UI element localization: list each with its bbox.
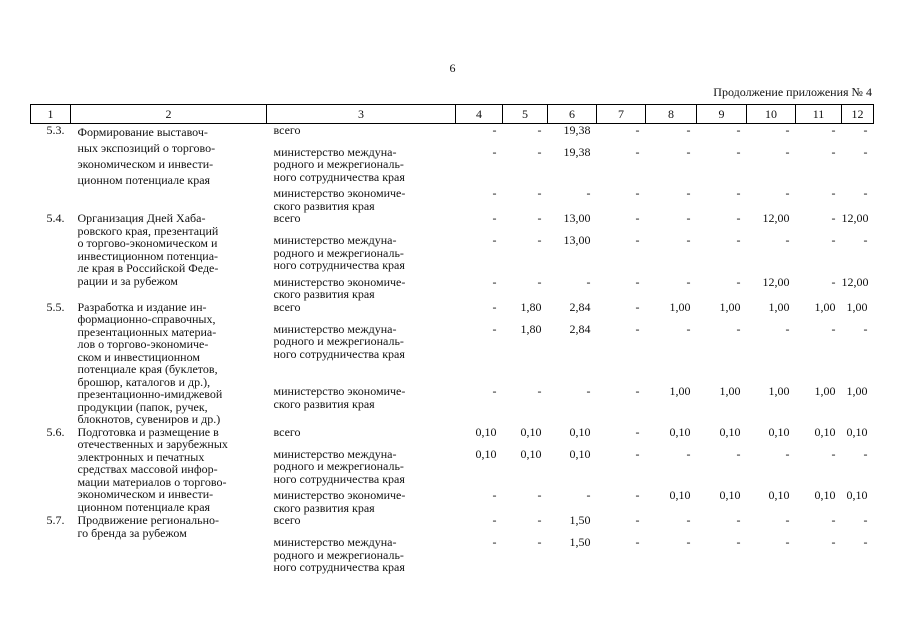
year-value: 0,10 — [475, 424, 497, 439]
year-value: - — [736, 233, 741, 247]
column-header: 9 — [697, 105, 747, 124]
year-value: - — [831, 233, 836, 247]
year-value: 0,10 — [669, 488, 691, 502]
year-value: - — [537, 144, 542, 159]
funding-source: всего — [273, 123, 301, 137]
item-number: 5.6. — [46, 424, 65, 439]
year-value: - — [863, 321, 868, 336]
year-value: - — [736, 144, 741, 159]
year-value: - — [831, 211, 836, 225]
year-value: - — [686, 535, 691, 549]
year-value: 1,80 — [520, 321, 542, 336]
funding-source: министерство междуна- родного и межрегиональ- ного сотрудничества края — [273, 446, 405, 486]
year-value: - — [785, 144, 790, 159]
year-value: - — [686, 211, 691, 225]
table-row — [31, 301, 874, 319]
year-value: - — [635, 186, 640, 200]
funding-source: министерство междуна- родного и межрегиональ- ного сотрудничества края — [273, 144, 405, 184]
year-value: - — [863, 513, 868, 527]
column-header: 10 — [747, 105, 796, 124]
year-value: - — [785, 321, 790, 336]
year-value: 0,10 — [569, 446, 591, 461]
funding-source: всего — [273, 424, 301, 439]
year-value: 13,00 — [563, 211, 591, 225]
year-value: - — [863, 186, 868, 200]
year-value: - — [785, 186, 790, 200]
year-value: - — [785, 123, 790, 137]
table-row — [31, 212, 874, 230]
item-title: Разработка и издание ин- формационно-справочных, презентационных материа- лов о торгово-экономиче- ском и инвестиционном потенциале края (буклетов, брошюр, каталогов и др.), презентационно-имиджевой продукции (папок, ручек, блокнотов, сувениров и др.) — [77, 299, 223, 426]
funding-source: всего — [273, 513, 301, 527]
year-value: - — [635, 535, 640, 549]
year-value: 0,10 — [569, 424, 591, 439]
year-value: - — [635, 274, 640, 289]
year-value: - — [586, 488, 591, 502]
column-header: 4 — [456, 105, 503, 124]
year-value: - — [831, 144, 836, 159]
year-value: - — [537, 123, 542, 137]
year-value: 0,10 — [719, 424, 741, 439]
year-value: - — [537, 186, 542, 200]
year-value: - — [736, 123, 741, 137]
year-value: - — [492, 321, 497, 336]
year-value: - — [537, 211, 542, 225]
year-value: 0,10 — [475, 446, 497, 461]
year-value: 12,00 — [841, 274, 869, 289]
year-value: - — [736, 446, 741, 461]
year-value: - — [831, 123, 836, 137]
year-value: 19,38 — [563, 144, 591, 159]
year-value: 1,00 — [669, 299, 691, 314]
funding-source: министерство междуна- родного и межрегиональ- ного сотрудничества края — [273, 535, 405, 574]
item-title: Формирование выставоч- ных экспозиций о торгово- экономическом и инвести- ционном потенциале края — [77, 125, 216, 187]
year-value: 19,38 — [563, 123, 591, 137]
year-value: 1,00 — [669, 384, 691, 399]
year-value: - — [492, 299, 497, 314]
item-number: 5.7. — [46, 513, 65, 527]
funding-source: министерство экономиче- ского развития края — [273, 488, 406, 515]
year-value: - — [635, 384, 640, 399]
year-value: 1,00 — [768, 299, 790, 314]
year-value: 12,00 — [762, 274, 790, 289]
year-value: - — [537, 488, 542, 502]
column-header: 1 — [31, 105, 71, 124]
year-value: - — [686, 274, 691, 289]
year-value: - — [863, 123, 868, 137]
funding-source: министерство междуна- родного и межрегиональ- ного сотрудничества края — [273, 233, 405, 272]
year-value: 0,10 — [520, 446, 542, 461]
year-value: - — [492, 488, 497, 502]
year-value: 0,10 — [814, 488, 836, 502]
year-value: - — [537, 274, 542, 289]
item-number: 5.5. — [46, 299, 65, 314]
year-value: 0,10 — [669, 424, 691, 439]
year-value: - — [686, 513, 691, 527]
year-value: - — [635, 211, 640, 225]
year-value: 0,10 — [719, 488, 741, 502]
year-value: 1,50 — [569, 513, 591, 527]
column-header: 7 — [597, 105, 646, 124]
year-value: - — [863, 446, 868, 461]
year-value: - — [831, 446, 836, 461]
year-value: - — [492, 144, 497, 159]
year-value: - — [736, 274, 741, 289]
year-value: - — [635, 446, 640, 461]
column-header: 2 — [71, 105, 267, 124]
year-value: - — [537, 233, 542, 247]
year-value: - — [635, 144, 640, 159]
year-value: 1,00 — [814, 384, 836, 399]
year-value: - — [492, 123, 497, 137]
budget-table — [30, 104, 874, 574]
year-value: - — [492, 513, 497, 527]
year-value: - — [492, 384, 497, 399]
funding-source: министерство экономиче- ского развития края — [273, 186, 406, 213]
year-value: 0,10 — [768, 488, 790, 502]
funding-source: министерство экономиче- ского развития края — [273, 384, 406, 411]
year-value: - — [785, 446, 790, 461]
year-value: - — [785, 513, 790, 527]
year-value: - — [586, 186, 591, 200]
column-header: 3 — [267, 105, 456, 124]
year-value: - — [785, 233, 790, 247]
year-value: - — [686, 144, 691, 159]
year-value: - — [686, 321, 691, 336]
year-value: 2,84 — [569, 321, 591, 336]
year-value: - — [635, 513, 640, 527]
year-value: - — [736, 535, 741, 549]
year-value: - — [863, 144, 868, 159]
year-value: - — [686, 446, 691, 461]
year-value: - — [831, 321, 836, 336]
table-row — [31, 124, 874, 142]
year-value: - — [492, 186, 497, 200]
year-value: 1,00 — [846, 384, 868, 399]
year-value: 1,00 — [719, 384, 741, 399]
funding-source: министерство экономиче- ского развития края — [273, 274, 406, 301]
year-value: - — [736, 211, 741, 225]
year-value: - — [492, 211, 497, 225]
year-value: - — [863, 535, 868, 549]
year-value: 0,10 — [846, 488, 868, 502]
year-value: - — [492, 233, 497, 247]
year-value: - — [831, 274, 836, 289]
year-value: - — [635, 233, 640, 247]
table-row — [31, 426, 874, 444]
continuation-caption: Продолжение приложения № 4 — [713, 85, 872, 99]
year-value: - — [537, 384, 542, 399]
column-header: 8 — [646, 105, 697, 124]
year-value: 0,10 — [768, 424, 790, 439]
year-value: - — [635, 123, 640, 137]
year-value: 1,50 — [569, 535, 591, 549]
item-number: 5.4. — [46, 211, 65, 225]
year-value: 0,10 — [814, 424, 836, 439]
year-value: - — [831, 186, 836, 200]
year-value: - — [736, 321, 741, 336]
year-value: - — [686, 186, 691, 200]
year-value: - — [736, 513, 741, 527]
column-header: 11 — [796, 105, 842, 124]
year-value: - — [785, 535, 790, 549]
item-number: 5.3. — [46, 123, 65, 137]
year-value: 1,00 — [814, 299, 836, 314]
funding-source: министерство междуна- родного и межрегиональ- ного сотрудничества края — [273, 321, 405, 361]
page-number: 6 — [449, 61, 456, 75]
year-value: - — [635, 424, 640, 439]
year-value: - — [686, 123, 691, 137]
year-value: 2,84 — [569, 299, 591, 314]
column-header: 5 — [503, 105, 548, 124]
year-value: - — [586, 274, 591, 289]
item-title: Организация Дней Хаба- ровского края, презентаций о торгово-экономическом и инвестиционном потенциа- ле края в Российской Феде- рации и за рубежом — [77, 211, 219, 288]
column-number-header — [31, 105, 874, 124]
item-title: Продвижение регионально- го бренда за рубежом — [77, 513, 220, 540]
funding-source: всего — [273, 299, 301, 314]
year-value: - — [635, 299, 640, 314]
year-value: - — [831, 535, 836, 549]
year-value: 0,10 — [520, 424, 542, 439]
year-value: - — [586, 384, 591, 399]
year-value: 1,00 — [846, 299, 868, 314]
year-value: 12,00 — [841, 211, 869, 225]
year-value: 1,80 — [520, 299, 542, 314]
year-value: - — [635, 488, 640, 502]
year-value: - — [736, 186, 741, 200]
table-body — [31, 124, 874, 574]
year-value: - — [831, 513, 836, 527]
year-value: 12,00 — [762, 211, 790, 225]
year-value: - — [537, 513, 542, 527]
year-value: - — [686, 233, 691, 247]
year-value: 1,00 — [719, 299, 741, 314]
year-value: - — [492, 535, 497, 549]
funding-source: всего — [273, 211, 301, 225]
item-title: Подготовка и размещение в отечественных и зарубежных электронных и печатных средствах массовой инфор- мации материалов о торгово- экономическом и инвести- ционном потенциале края — [77, 424, 228, 514]
year-value: 1,00 — [768, 384, 790, 399]
year-value: - — [492, 274, 497, 289]
column-header: 12 — [842, 105, 874, 124]
year-value: - — [635, 321, 640, 336]
table-row — [31, 514, 874, 532]
year-value: - — [863, 233, 868, 247]
column-header: 6 — [548, 105, 597, 124]
year-value: 0,10 — [846, 424, 868, 439]
year-value: 13,00 — [563, 233, 591, 247]
year-value: - — [537, 535, 542, 549]
